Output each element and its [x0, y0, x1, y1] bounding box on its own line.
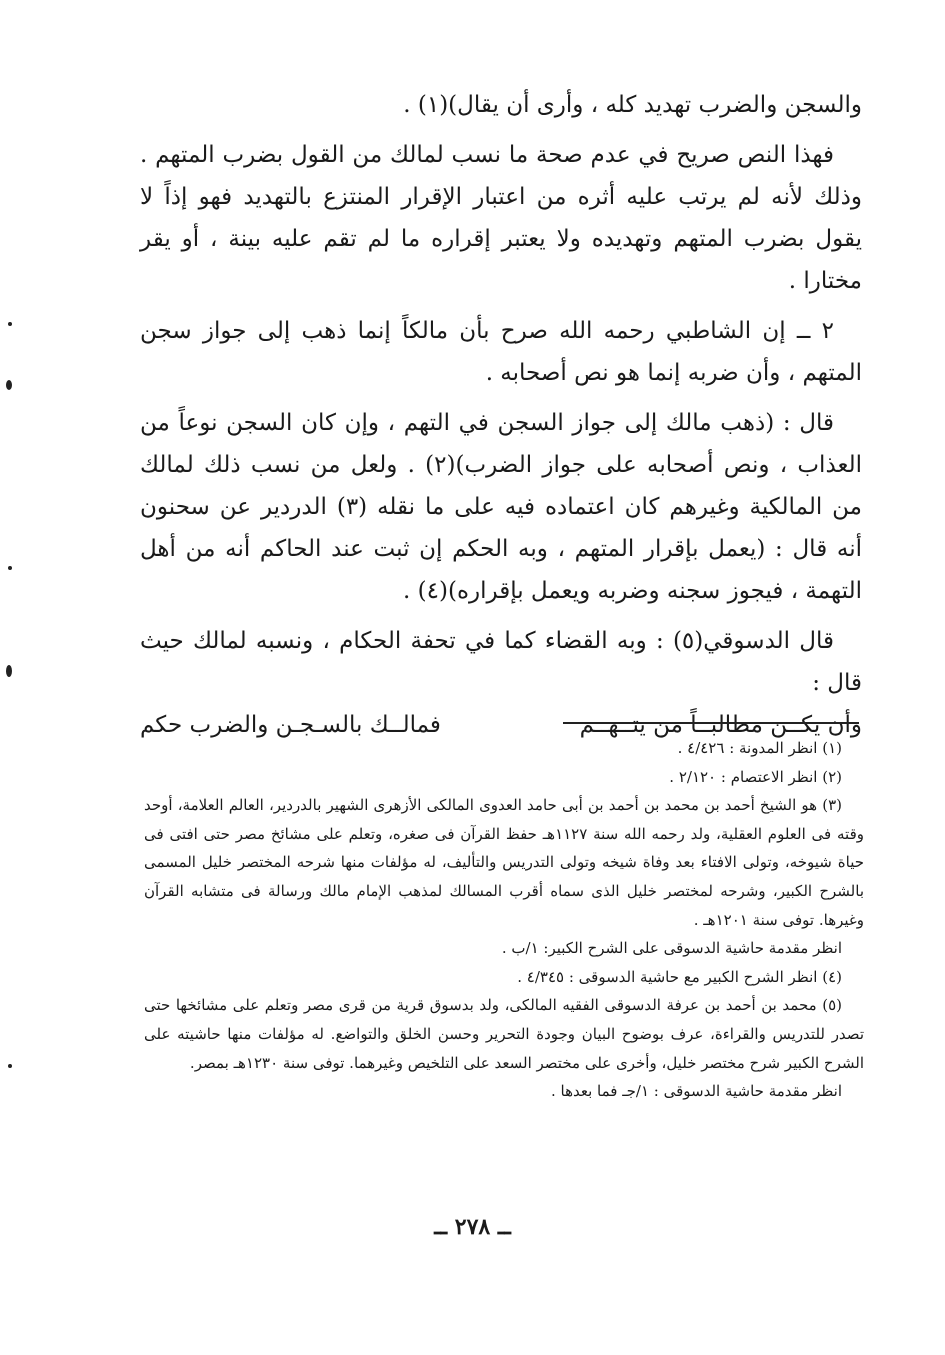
- paragraph-2: فهذا النص صريح في عدم صحة ما نسب لمالك من القول بضرب المتهم . وذلك لأنه لم يرتب عليه أثره من اعتبار الإقرار المنتزع بالتهديد فهو إذاً لا يقول بضرب المتهم وتهديده ولا يعتبر إقراره ما لم تقم عليه بينة ، أو يقر مختارا .: [140, 142, 862, 294]
- paragraph-3: ٢ ــ إن الشاطبي رحمه الله صرح بأن مالكاً إنما ذهب إلى جواز سجن المتهم ، وأن ضربه إنما هو نص أصحابه .: [140, 318, 862, 386]
- footnotes-section: [144, 734, 864, 1106]
- footnote-3-reference: انظر مقدمة حاشية الدسوقى على الشرح الكبير: ١/ب .: [501, 939, 842, 958]
- paragraph-4: قال : (ذهب مالك إلى جواز السجن في التهم ، وإن كان السجن نوعاً من العذاب ، ونص أصحابه على جواز الضرب)(٢) . ولعل من نسب ذلك لمالك من المالكية وغيرهم كان اعتماده فيه على ما نقله (٣) الدردير عن سحنون أنه قال : (يعمل بإقرار المتهم ، وبه الحكم إن ثبت عند الحاكم أنه من أهل التهمة ، فيجوز سجنه وضربه ويعمل بإقراره)(٤) .: [140, 410, 863, 604]
- verse-first-hemistich: وأن يكــن مطالبــاً من يتــهــم: [579, 712, 862, 738]
- scan-speck-5: [8, 1064, 12, 1068]
- scan-speck-2: [6, 380, 12, 390]
- scan-speck-3: [8, 566, 12, 570]
- paragraph-5: قال الدسوقي(٥) : وبه القضاء كما في تحفة الحكام ، ونسبه لمالك حيث قال :: [140, 628, 862, 696]
- footnote-5-reference: انظر مقدمة حاشية الدسوقى : ١/جـ فما بعدها .: [550, 1082, 842, 1101]
- footnote-3: (٣) هو الشيخ أحمد بن محمد بن أحمد بن أبى حامد العدوى المالكى الأزهرى الشهير بالدردير، العالم العلامة، أوحد وقته فى العلوم العقلية، ولد رحمه الله سنة ١١٢٧هـ حفظ القرآن فى صغره، وتعلم على مشائخ مصر حتى افتى فى حياة شيوخه، وتولى الافتاء بعد وفاة شيخه وتولى التدريس والتأليف، له مؤلفات منها شرحه المختصر خليل المسمى بالشرح الكبير، وشرحه لمختصر خليل الذى سماه أقرب المسالك لمذهب الإمام مالك ورسالة فى متشابه القرآن وغيرها. توفى سنة ١٢٠١هـ .: [144, 796, 865, 929]
- footnote-5: (٥) محمد بن أحمد بن عرفة الدسوقى الفقيه المالكى، ولد بدسوق قرية من قرى مصر وتعلم على مشائخها حتى تصدر للتدريس والقراءة، عرف بوضوح البيان وجودة التحرير وحسن الخلق والتواضع. له مؤلفات منها حاشيته على الشرح الكبير شرح مختصر خليل، وأخرى على مختصر السعد على التلخيص وغيرهما. توفى سنة ١٢٣٠هـ بمصر.: [144, 996, 864, 1072]
- footnote-1: (١) انظر المدونة : ٤/٤٢٦ .: [677, 739, 842, 757]
- verse-second-hemistich: فمالــك بالسـجـن والضرب حكم: [140, 712, 441, 738]
- paragraph-1: والسجن والضرب تهديد كله ، وأرى أن يقال)(١) .: [403, 92, 862, 118]
- scan-speck-4: [6, 665, 12, 677]
- footnote-2: (٢) انظر الاعتصام : ٢/١٢٠ .: [669, 767, 842, 786]
- footnote-separator: [563, 722, 859, 724]
- scan-speck-1: [8, 322, 12, 326]
- main-text-body: [140, 84, 862, 746]
- footnote-4: (٤) انظر الشرح الكبير مع حاشية الدسوقى : ٤/٣٤٥ .: [517, 967, 842, 986]
- page-number: ــ ٢٧٨ ــ: [434, 1214, 511, 1240]
